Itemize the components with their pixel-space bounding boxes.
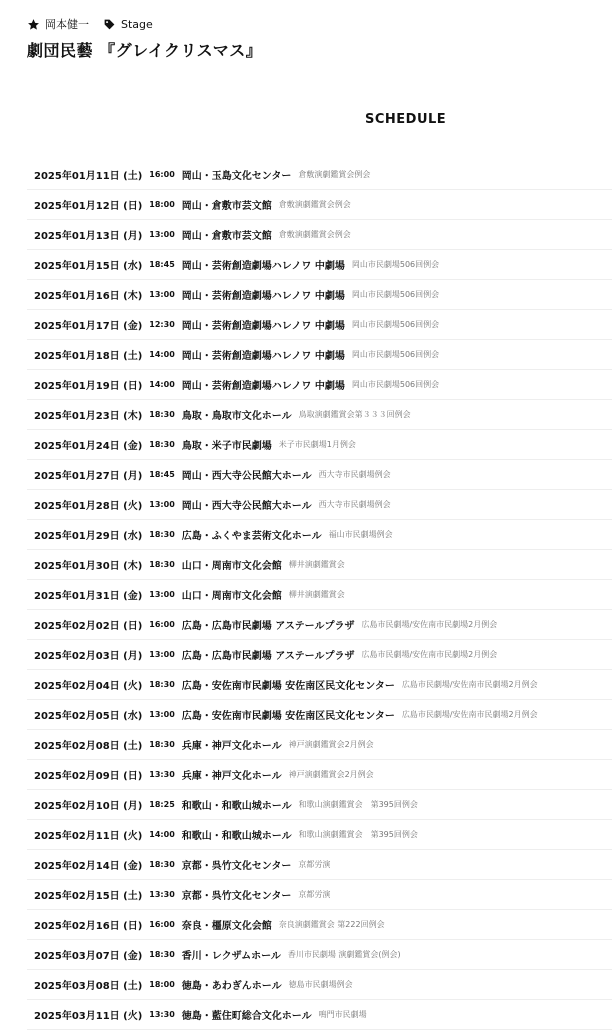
- schedule-venue: 奈良・橿原文化会館: [181, 921, 272, 932]
- schedule-note: 京都労演: [298, 860, 331, 869]
- schedule-venue: 岡山・玉島文化センター: [181, 171, 292, 182]
- schedule-time: 13:00: [149, 290, 175, 299]
- schedule-row: [27, 1000, 612, 1030]
- schedule-date: 2025年02月16日 (日): [34, 921, 143, 932]
- schedule-row: [27, 310, 612, 340]
- schedule-row: [27, 880, 612, 910]
- schedule-note: 岡山市民劇場506回例会: [351, 320, 440, 329]
- schedule-row: [27, 370, 612, 400]
- schedule-row: [27, 850, 612, 880]
- schedule-date: 2025年02月10日 (月): [34, 801, 143, 812]
- schedule-date: 2025年01月16日 (木): [34, 291, 143, 302]
- schedule-date: 2025年03月11日 (火): [34, 1011, 143, 1022]
- schedule-date: 2025年01月11日 (土): [34, 171, 143, 182]
- schedule-note: 鳴門市民劇場: [318, 1010, 367, 1019]
- schedule-time: 13:00: [149, 230, 175, 239]
- schedule-date: 2025年01月15日 (水): [34, 261, 143, 272]
- schedule-row: [27, 730, 612, 760]
- schedule-venue: 岡山・芸術創造劇場ハレノワ 中劇場: [181, 351, 345, 362]
- schedule-venue: 岡山・倉敷市芸文館: [181, 231, 272, 242]
- schedule-time: 14:00: [149, 380, 175, 389]
- schedule-venue: 京都・呉竹文化センター: [181, 891, 292, 902]
- schedule-row: [27, 940, 612, 970]
- schedule-time: 18:30: [149, 560, 175, 569]
- schedule-note: 西大寺市民劇場例会: [318, 500, 391, 509]
- schedule-note: 和歌山演劇鑑賞会 第395回例会: [298, 830, 418, 839]
- schedule-row: [27, 640, 612, 670]
- schedule-row: [27, 340, 612, 370]
- schedule-date: 2025年01月30日 (木): [34, 561, 143, 572]
- schedule-venue: 和歌山・和歌山城ホール: [181, 801, 292, 812]
- schedule-date: 2025年01月23日 (木): [34, 411, 143, 422]
- schedule-date: 2025年02月14日 (金): [34, 861, 143, 872]
- schedule-venue: 岡山・西大寺公民館大ホール: [181, 501, 312, 512]
- schedule-venue: 兵庫・神戸文化ホール: [181, 771, 282, 782]
- schedule-row: [27, 820, 612, 850]
- schedule-note: 鳥取演劇鑑賞会第３３３回例会: [298, 410, 411, 419]
- schedule-venue: 岡山・倉敷市芸文館: [181, 201, 272, 212]
- schedule-note: 倉敷演劇鑑賞会例会: [298, 170, 371, 179]
- schedule-time: 16:00: [149, 170, 175, 179]
- schedule-date: 2025年02月02日 (日): [34, 621, 143, 632]
- schedule-venue: 広島・ふくやま芸術文化ホール: [181, 531, 322, 542]
- schedule-row: [27, 160, 612, 190]
- schedule-row: [27, 520, 612, 550]
- schedule-note: 徳島市民劇場例会: [288, 980, 353, 989]
- schedule-date: 2025年02月15日 (土): [34, 891, 143, 902]
- schedule-date: 2025年01月18日 (土): [34, 351, 143, 362]
- schedule-row: [27, 490, 612, 520]
- schedule-note: 和歌山演劇鑑賞会 第395回例会: [298, 800, 418, 809]
- schedule-row: [27, 550, 612, 580]
- schedule-date: 2025年02月04日 (火): [34, 681, 143, 692]
- schedule-time: 13:30: [149, 1010, 175, 1019]
- schedule-date: 2025年01月29日 (水): [34, 531, 143, 542]
- schedule-note: 倉敷演劇鑑賞会例会: [278, 230, 351, 239]
- schedule-row: [27, 280, 612, 310]
- schedule-row: [27, 760, 612, 790]
- schedule-venue: 和歌山・和歌山城ホール: [181, 831, 292, 842]
- schedule-row: [27, 190, 612, 220]
- schedule-list: [27, 160, 612, 1030]
- schedule-time: 18:00: [149, 200, 175, 209]
- schedule-note: 岡山市民劇場506回例会: [351, 350, 440, 359]
- schedule-row: [27, 700, 612, 730]
- schedule-date: 2025年02月09日 (日): [34, 771, 143, 782]
- schedule-venue: 鳥取・米子市民劇場: [181, 441, 272, 452]
- post-meta: [27, 16, 167, 32]
- schedule-date: 2025年01月27日 (月): [34, 471, 143, 482]
- schedule-date: 2025年01月19日 (日): [34, 381, 143, 392]
- schedule-venue: 山口・周南市文化会館: [181, 591, 282, 602]
- schedule-time: 18:30: [149, 860, 175, 869]
- category-link[interactable]: Stage: [121, 17, 153, 31]
- schedule-date: 2025年01月13日 (月): [34, 231, 143, 242]
- schedule-date: 2025年03月07日 (金): [34, 951, 143, 962]
- schedule-time: 13:00: [149, 500, 175, 509]
- page-title: 劇団民藝 『グレイクリスマス』: [27, 41, 263, 60]
- schedule-note: 広島市民劇場/安佐南市民劇場2月例会: [401, 680, 538, 689]
- schedule-date: 2025年02月03日 (月): [34, 651, 143, 662]
- schedule-time: 13:30: [149, 770, 175, 779]
- schedule-date: 2025年02月11日 (火): [34, 831, 143, 842]
- schedule-note: 京都労演: [298, 890, 331, 899]
- schedule-row: [27, 220, 612, 250]
- schedule-heading: SCHEDULE: [365, 112, 447, 127]
- schedule-row: [27, 970, 612, 1000]
- schedule-note: 広島市民劇場/安佐南市民劇場2月例会: [361, 620, 498, 629]
- schedule-date: 2025年01月24日 (金): [34, 441, 143, 452]
- schedule-venue: 広島・広島市民劇場 アステールプラザ: [181, 651, 355, 662]
- schedule-venue: 岡山・西大寺公民館大ホール: [181, 471, 312, 482]
- schedule-note: 柳井演劇鑑賞会: [288, 560, 345, 569]
- schedule-note: 柳井演劇鑑賞会: [288, 590, 345, 599]
- schedule-time: 18:30: [149, 410, 175, 419]
- schedule-time: 18:45: [149, 470, 175, 479]
- schedule-row: [27, 460, 612, 490]
- schedule-note: 広島市民劇場/安佐南市民劇場2月例会: [401, 710, 538, 719]
- schedule-venue: 広島・安佐南市民劇場 安佐南区民文化センター: [181, 681, 395, 692]
- schedule-venue: 兵庫・神戸文化ホール: [181, 741, 282, 752]
- schedule-note: 神戸演劇鑑賞会2月例会: [288, 770, 374, 779]
- schedule-venue: 香川・レクザムホール: [181, 951, 281, 962]
- schedule-date: 2025年01月17日 (金): [34, 321, 143, 332]
- schedule-time: 18:30: [149, 740, 175, 749]
- schedule-time: 13:30: [149, 890, 175, 899]
- star-icon: [27, 18, 40, 31]
- schedule-note: 香川市民劇場 演劇鑑賞会(例会): [287, 950, 401, 959]
- schedule-time: 18:00: [149, 980, 175, 989]
- schedule-venue: 岡山・芸術創造劇場ハレノワ 中劇場: [181, 321, 345, 332]
- schedule-note: 岡山市民劇場506回例会: [351, 290, 440, 299]
- schedule-time: 18:30: [149, 950, 175, 959]
- schedule-row: [27, 610, 612, 640]
- schedule-venue: 広島・広島市民劇場 アステールプラザ: [181, 621, 355, 632]
- schedule-note: 広島市民劇場/安佐南市民劇場2月例会: [361, 650, 498, 659]
- schedule-row: [27, 790, 612, 820]
- schedule-date: 2025年02月08日 (土): [34, 741, 143, 752]
- schedule-note: 奈良演劇鑑賞会 第222回例会: [278, 920, 385, 929]
- schedule-row: [27, 250, 612, 280]
- tag-icon: [103, 18, 116, 31]
- schedule-time: 12:30: [149, 320, 175, 329]
- schedule-note: 岡山市民劇場506回例会: [351, 260, 440, 269]
- schedule-note: 岡山市民劇場506回例会: [351, 380, 440, 389]
- schedule-venue: 広島・安佐南市民劇場 安佐南区民文化センター: [181, 711, 395, 722]
- schedule-date: 2025年01月12日 (日): [34, 201, 143, 212]
- schedule-date: 2025年01月31日 (金): [34, 591, 143, 602]
- author-link[interactable]: 岡本健一: [45, 18, 89, 31]
- schedule-time: 16:00: [149, 620, 175, 629]
- schedule-row: [27, 580, 612, 610]
- schedule-venue: 鳥取・鳥取市文化ホール: [181, 411, 292, 422]
- schedule-time: 18:25: [149, 800, 175, 809]
- schedule-time: 18:30: [149, 530, 175, 539]
- schedule-time: 14:00: [149, 830, 175, 839]
- schedule-venue: 徳島・藍住町総合文化ホール: [181, 1011, 312, 1022]
- schedule-venue: 岡山・芸術創造劇場ハレノワ 中劇場: [181, 291, 345, 302]
- schedule-note: 倉敷演劇鑑賞会例会: [278, 200, 351, 209]
- schedule-date: 2025年02月05日 (水): [34, 711, 143, 722]
- schedule-time: 14:00: [149, 350, 175, 359]
- schedule-time: 18:30: [149, 680, 175, 689]
- schedule-time: 18:45: [149, 260, 175, 269]
- schedule-row: [27, 670, 612, 700]
- schedule-time: 16:00: [149, 920, 175, 929]
- schedule-time: 13:00: [149, 710, 175, 719]
- schedule-venue: 京都・呉竹文化センター: [181, 861, 292, 872]
- schedule-venue: 岡山・芸術創造劇場ハレノワ 中劇場: [181, 381, 345, 392]
- schedule-row: [27, 430, 612, 460]
- schedule-date: 2025年01月28日 (火): [34, 501, 143, 512]
- schedule-note: 神戸演劇鑑賞会2月例会: [288, 740, 374, 749]
- schedule-venue: 徳島・あわぎんホール: [181, 981, 282, 992]
- schedule-row: [27, 400, 612, 430]
- schedule-venue: 山口・周南市文化会館: [181, 561, 282, 572]
- schedule-time: 13:00: [149, 590, 175, 599]
- schedule-note: 福山市民劇場例会: [328, 530, 393, 539]
- schedule-time: 18:30: [149, 440, 175, 449]
- schedule-row: [27, 910, 612, 940]
- schedule-note: 米子市民劇場1月例会: [278, 440, 356, 449]
- schedule-venue: 岡山・芸術創造劇場ハレノワ 中劇場: [181, 261, 345, 272]
- schedule-note: 西大寺市民劇場例会: [318, 470, 391, 479]
- schedule-time: 13:00: [149, 650, 175, 659]
- schedule-date: 2025年03月08日 (土): [34, 981, 143, 992]
